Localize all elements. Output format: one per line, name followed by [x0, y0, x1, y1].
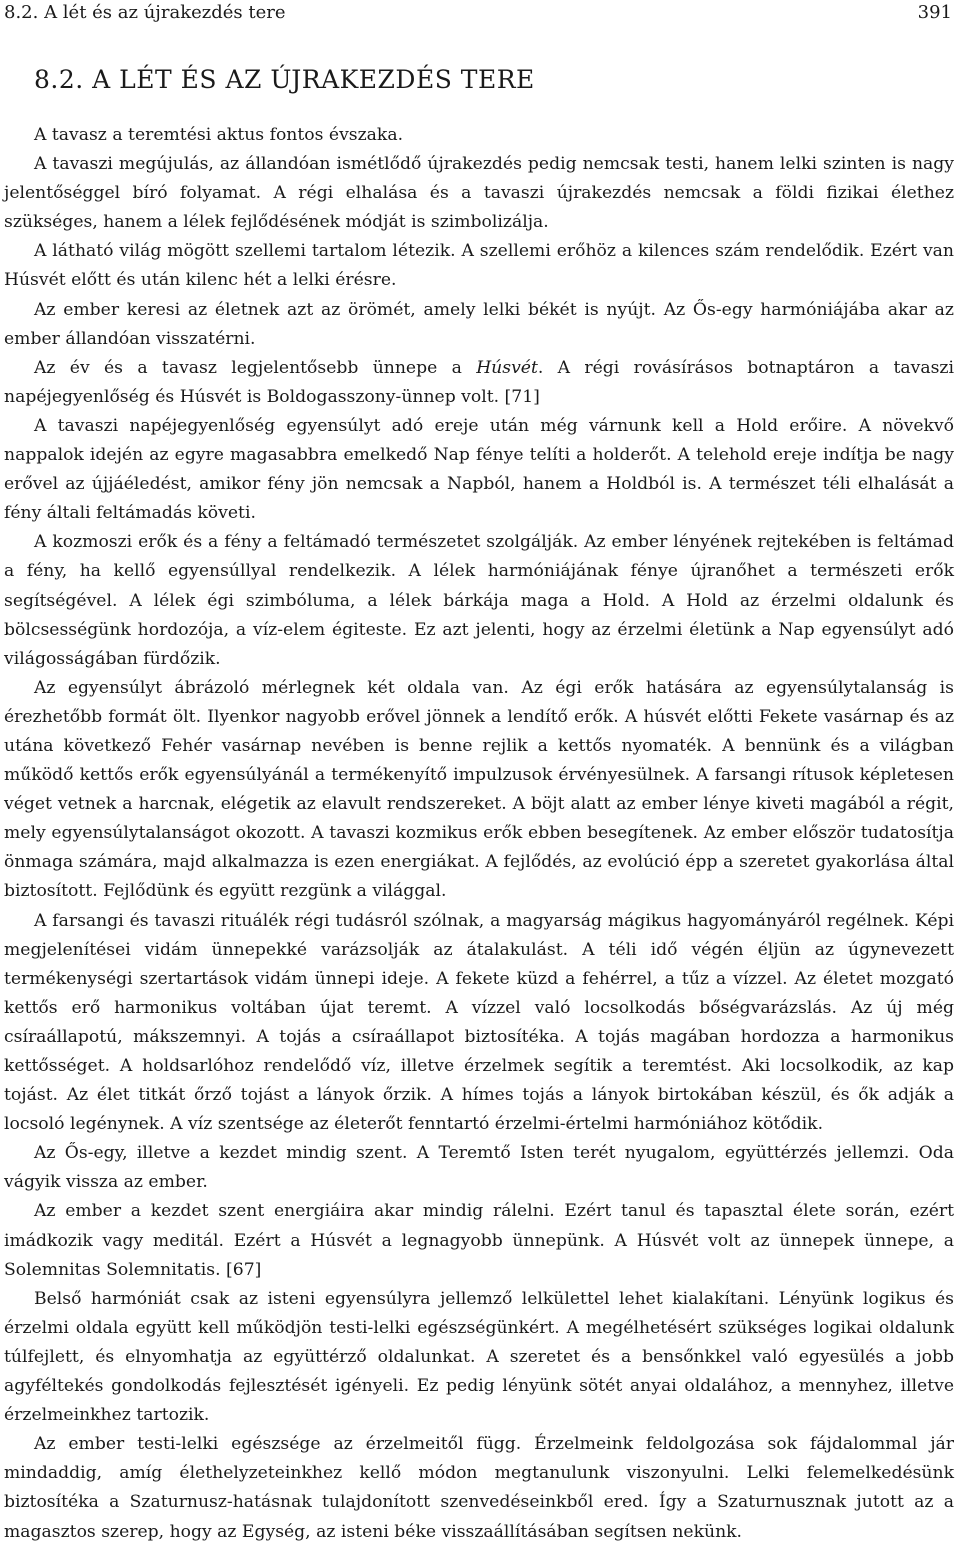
emphasis-text: Húsvét	[476, 357, 538, 378]
paragraph-text: Az Ős-egy, illetve a kezdet mindig szent. A Teremtő Isten terét nyugalom, együttérzés jellemzi. Oda vágyik vissza az ember.	[4, 1143, 954, 1193]
paragraph-text: Az ember a kezdet szent energiáira akar mindig rálelni. Ezért tanul és tapasztal élete során, ezért imádkozik vagy meditál. Ezért a Húsvét a legnagyobb ünnepünk. A Húsvét volt az ünnepek ünnepe, a Solemnitas Solemnitatis. [67]	[4, 1201, 954, 1280]
paragraph-text: A tavaszi megújulás, az állandóan ismétlődő újrakezdés pedig nemcsak testi, hanem lelki szinten is nagy jelentőséggel bíró folyamat. A régi elhalása és a tavaszi újrakezdés nemcsak a földi fizikai élethez szükséges, hanem a lélek fejlődésének módját is szimbolizálja.	[4, 154, 954, 233]
section-heading: 8.2. A LÉT ÉS AZ ÚJRAKEZDÉS TERE	[34, 65, 535, 94]
paragraph-text: A kozmoszi erők és a fény a feltámadó természetet szolgálják. Az ember lényének rejtekében is feltámad a fény, ha kellő egyensúllyal rendelkezik. A lélek harmóniájának fénye újranőhet a természeti erők segítségével. A lélek égi szimbóluma, a lélek bárkája maga a Hold. A Hold az érzelmi oldalunk és bölcsességünk hordozója, a víz-elem égiteste. Ez azt jelenti, hogy az érzelmi életünk a Nap egyensúlyt adó világosságában fürdőzik.	[4, 532, 954, 669]
paragraph	[4, 121, 954, 150]
paragraph-text: A farsangi és tavaszi rituálék régi tudásról szólnak, a magyarság mágikus hagyományáról regélnek. Képi megjelenítései vidám ünnepekké varázsolják az átalakulást. A téli idő végén éljün az úgynevezett termékenységi szertartások vidám ünnepi ideje. A fekete küzd a fehérrel, a tűz a vízzel. Az életet mozgató kettős erő harmonikus voltában újat teremt. A vízzel való locsolkodás bőségvarázslás. Az új még csíraállapotú, mákszemnyi. A tojás a csíraállapot biztosítéka. A tojás magában hordozza a harmonikus kettősséget. A holdsarlóhoz rendelődő víz, illetve érzelmek segítik a teremtést. Aki locsolkodik, az kap tojást. Az élet titkát őrző tojást a lányok őrzik. A hímes tojás a lányok birtokában készül, és ők adják a locsoló legénynek. A víz szentsége az életerőt fenntartó érzelmi-értelmi harmóniához kötődik.	[4, 910, 954, 1135]
paragraph	[4, 354, 954, 412]
paragraph	[4, 412, 954, 528]
paragraph-text: A látható világ mögött szellemi tartalom létezik. A szellemi erőhöz a kilences szám rendelődik. Ezért van Húsvét előtt és után kilenc hét a lelki érésre.	[4, 241, 954, 291]
paragraph	[4, 296, 954, 354]
page-number: 391	[917, 2, 952, 23]
paragraph	[4, 1139, 954, 1197]
paragraph-text: . A régi rovásírásos botnaptáron a tavaszi napéjegyenlőség és Húsvét is Boldogasszony-ünnep volt. [71]	[4, 357, 954, 407]
paragraph-text: Az év és a tavasz legjelentősebb ünnepe a	[34, 357, 477, 378]
paragraph	[4, 237, 954, 295]
paragraph	[4, 528, 954, 673]
running-head	[4, 0, 952, 26]
running-head-title: 8.2. A lét és az újrakezdés tere	[4, 2, 286, 23]
paragraph	[4, 1197, 954, 1284]
paragraph	[4, 1285, 954, 1430]
paragraph-text: A tavaszi napéjegyenlőség egyensúlyt adó ereje után még várnunk kell a Hold erőire. A növekvő nappalok idején az egyre magasabbra emelkedő Nap fénye telíti a holderőt. A telehold ereje indítja be nagy erővel az újjáéledést, amikor fény jön nemcsak a Napból, hanem a Holdból is. A természet téli elhalását a fény általi feltámadás követi.	[4, 415, 954, 524]
body-text	[4, 121, 954, 1547]
paragraph	[4, 674, 954, 907]
paragraph-text: Az ember keresi az életnek azt az örömét, amely lelki békét is nyújt. Az Ős-egy harmóniájába akar az ember állandóan visszatérni.	[4, 299, 954, 349]
paragraph	[4, 907, 954, 1140]
paragraph-text: A tavasz a teremtési aktus fontos évszaka.	[34, 125, 404, 145]
paragraph-text: Belső harmóniát csak az isteni egyensúlyra jellemző lelkülettel lehet kialakítani. Lényünk logikus és érzelmi oldala együtt kell működjön testi-lelki egészségünkért. A megélhetésért szükséges logikai oldalunk túlfejlett, és elnyomhatja az együttérző oldalunkat. A szeretet és a bensőnkkel való egyesülés a jobb agyféltekés gondolkodás fejlesztését igényeli. Ez pedig lényünk sötét anyai oldalához, a mennyhez, illetve érzelmeinkhez tartozik.	[4, 1288, 954, 1426]
paragraph-text: Az egyensúlyt ábrázoló mérlegnek két oldala van. Az égi erők hatására az egyensúlytalanság is érezhetőbb formát ölt. Ilyenkor nagyobb erővel jönnek a lendítő erők. A húsvét előtti Fekete vasárnap és az utána következő Fehér vasárnap nevében is benne rejlik a kettős nyomaték. A bennünk és a világban működő kettős erők egyensúlyánál a termékenyítő impulzusok érvényesülnek. A farsangi rítusok képletesen véget vetnek a harcnak, elégetik az elavult rendszereket. A böjt alatt az ember lénye kiveti magából a régit, mely egyensúlytalanságot okozott. A tavaszi kozmikus erők ebben besegítenek. Az ember először tudatosítja önmaga számára, majd alkalmazza is ezen energiákat. A fejlődés, az evolúció épp a szeretet gyakorlása által biztosított. Fejlődünk és együtt rezgünk a világgal.	[4, 677, 954, 902]
paragraph	[4, 150, 954, 237]
paragraph	[4, 1430, 954, 1546]
paragraph-text: Az ember testi-lelki egészsége az érzelmeitől függ. Érzelmeink feldolgozása sok fájdalommal jár mindaddig, amíg élethelyzeteinkhez kellő módon megtanulunk viszonyulni. Lelki felemelkedésünk biztosítéka a Szaturnusz-hatásnak tulajdonított szenvedéseinkből ered. Így a Szaturnusznak jutott az a magasztos szerep, hogy az Egység, az isteni béke visszaállításában segítsen nekünk.	[4, 1434, 954, 1542]
